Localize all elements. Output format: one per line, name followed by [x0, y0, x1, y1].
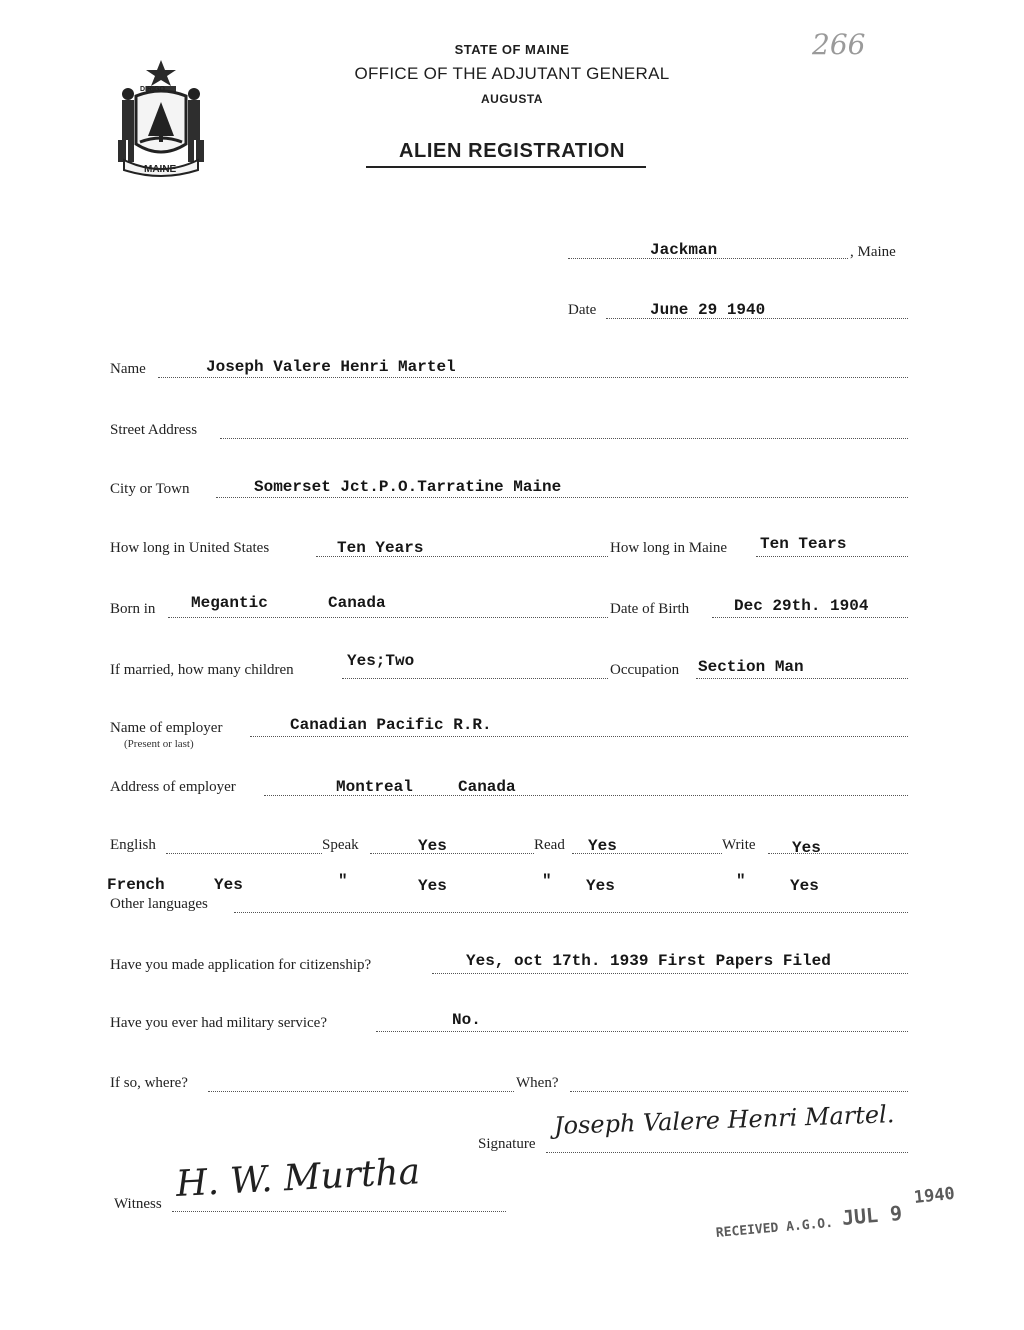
english-line-1 — [166, 853, 322, 854]
english-speak-value: Yes — [418, 837, 447, 855]
form-title-underline — [366, 166, 646, 168]
born-in-label: Born in — [110, 601, 156, 617]
signature-line — [546, 1152, 908, 1153]
citizenship-label: Have you made application for citizenship? — [110, 957, 372, 973]
born-in-line — [168, 617, 608, 618]
how-long-maine-line — [756, 556, 908, 557]
citizenship-value: Yes, oct 17th. 1939 First Papers Filed — [466, 952, 831, 970]
seal-banner: MAINE — [144, 164, 177, 175]
other-read-ditto: " — [542, 872, 552, 890]
maine-suffix: , Maine — [850, 244, 896, 260]
born-in-place: Megantic — [191, 594, 268, 612]
how-long-us-value: Ten Years — [337, 539, 424, 557]
form-title: ALIEN REGISTRATION — [399, 140, 625, 162]
signature-label: Signature — [478, 1136, 536, 1152]
city-heading: AUGUSTA — [481, 92, 543, 106]
military-value: No. — [452, 1011, 481, 1029]
when-line — [570, 1091, 908, 1092]
other-languages-label: Other languages — [110, 896, 208, 912]
date-label: Date — [568, 302, 597, 318]
street-line — [220, 438, 908, 439]
other-languages-line — [234, 912, 908, 913]
where-line — [208, 1091, 514, 1092]
occupation-line — [696, 678, 908, 679]
read-label: Read — [534, 837, 565, 853]
employer-address-city: Montreal — [336, 778, 413, 796]
page-number: 266 — [812, 28, 866, 61]
english-label: English — [110, 837, 156, 853]
other-language-yes: Yes — [214, 876, 243, 894]
how-long-maine-value: Ten Tears — [760, 535, 847, 553]
how-long-us-label: How long in United States — [110, 540, 270, 556]
other-speak-ditto: " — [338, 872, 348, 890]
employer-address-country: Canada — [458, 778, 516, 796]
dob-label: Date of Birth — [610, 601, 690, 617]
dob-value: Dec 29th. 1904 — [734, 597, 869, 615]
where-label: If so, where? — [110, 1075, 188, 1091]
city-value: Somerset Jct.P.O.Tarratine Maine — [254, 478, 562, 496]
when-label: When? — [516, 1075, 559, 1091]
signature-value: Joseph Valere Henri Martel. — [553, 1100, 895, 1140]
born-in-country: Canada — [328, 594, 386, 612]
other-read-value: Yes — [586, 877, 615, 895]
city-line — [216, 497, 908, 498]
citizenship-line — [432, 973, 908, 974]
witness-label: Witness — [114, 1196, 162, 1212]
employer-line — [250, 736, 908, 737]
office-heading: OFFICE OF THE ADJUTANT GENERAL — [354, 64, 670, 83]
occupation-value: Section Man — [698, 658, 804, 676]
employer-value: Canadian Pacific R.R. — [290, 716, 492, 734]
date-value: June 29 1940 — [650, 301, 766, 319]
employer-address-label: Address of employer — [110, 779, 236, 795]
received-stamp-date: JUL 9 — [840, 1200, 904, 1230]
seal-motto: DIRIGO — [140, 86, 165, 93]
street-label: Street Address — [110, 422, 198, 438]
write-label: Write — [722, 837, 756, 853]
other-write-ditto: " — [736, 872, 746, 890]
dob-line — [712, 617, 908, 618]
received-stamp-text: RECEIVED A.G.O. — [715, 1215, 834, 1241]
english-write-value: Yes — [792, 839, 821, 857]
married-label: If married, how many children — [110, 662, 294, 678]
english-line-4 — [768, 853, 908, 854]
other-write-value: Yes — [790, 877, 819, 895]
employer-label: Name of employer — [110, 720, 223, 736]
name-line — [158, 377, 908, 378]
married-line — [342, 678, 608, 679]
military-line — [376, 1031, 908, 1032]
state-heading: STATE OF MAINE — [454, 42, 570, 57]
children-value: Yes;Two — [347, 652, 415, 670]
english-line-2 — [370, 853, 534, 854]
name-value: Joseph Valere Henri Martel — [206, 358, 456, 376]
witness-line — [172, 1211, 506, 1212]
speak-label: Speak — [322, 837, 359, 853]
city-label: City or Town — [110, 481, 190, 497]
employer-sublabel: (Present or last) — [124, 738, 194, 750]
received-stamp-year: 1940 — [912, 1183, 956, 1208]
military-label: Have you ever had military service? — [110, 1015, 327, 1031]
name-label: Name — [110, 361, 146, 377]
how-long-maine-label: How long in Maine — [610, 540, 728, 556]
occupation-label: Occupation — [610, 662, 680, 678]
other-language-name: French — [107, 876, 165, 894]
other-speak-value: Yes — [418, 877, 447, 895]
english-read-value: Yes — [588, 837, 617, 855]
witness-value: H. W. Murtha — [174, 1151, 421, 1205]
town-value: Jackman — [650, 241, 718, 259]
